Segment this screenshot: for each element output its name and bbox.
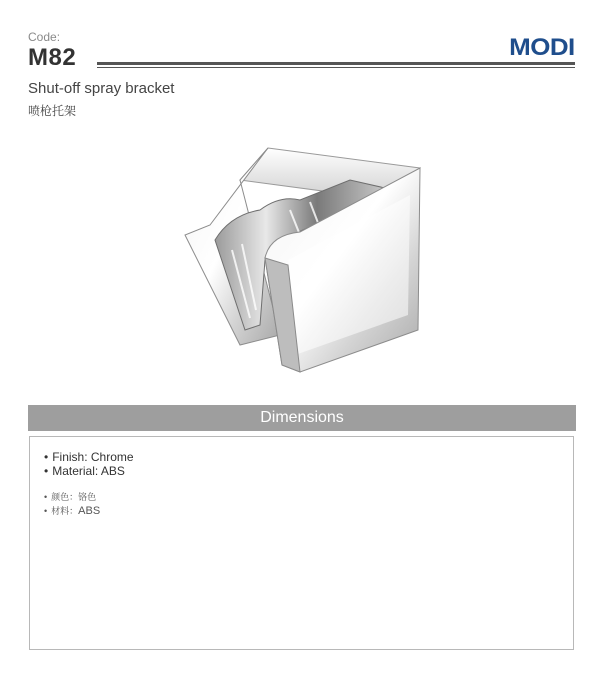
spec-text: Finish: Chrome — [52, 450, 134, 464]
spec-item-material-cn — [44, 504, 100, 517]
product-image — [170, 140, 450, 390]
spec-item-material — [44, 464, 125, 478]
spec-text: Material: ABS — [52, 464, 125, 478]
dimensions-title: Dimensions — [260, 409, 344, 426]
spec-value: 铬色 — [78, 492, 97, 502]
product-name-en: Shut-off spray bracket — [28, 80, 175, 97]
product-name-cn: 喷枪托架 — [28, 104, 77, 118]
dimensions-header-bar — [28, 405, 576, 431]
bullet: • — [44, 450, 49, 464]
bullet: • — [44, 464, 49, 478]
spec-item-color-cn — [44, 490, 96, 503]
dimensions-box — [29, 436, 574, 650]
bullet: • — [44, 506, 48, 516]
spec-item-finish — [44, 450, 134, 464]
code-label: Code: — [28, 30, 61, 44]
spec-label: 颜色： — [51, 492, 79, 502]
bullet: • — [44, 492, 48, 502]
brand-logo: MODI — [509, 34, 575, 61]
spec-value: ABS — [78, 505, 101, 517]
product-code: M82 — [28, 44, 77, 71]
spec-label: 材料： — [51, 506, 79, 516]
header-rule-thin — [97, 67, 575, 68]
header-rule-thick — [97, 62, 575, 65]
